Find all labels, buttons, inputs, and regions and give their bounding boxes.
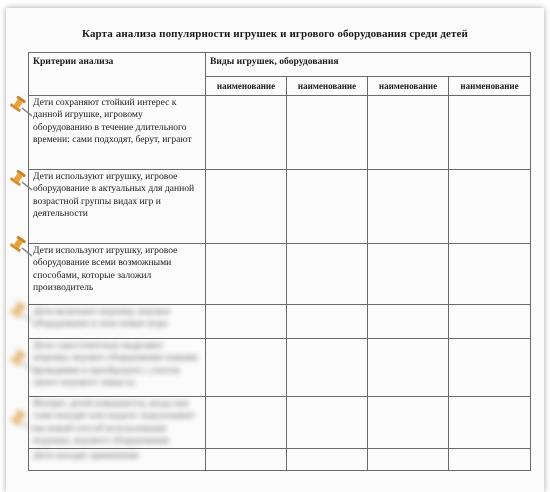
analysis-table: [28, 52, 531, 471]
table-row: [29, 339, 531, 397]
value-cell[interactable]: [206, 170, 287, 244]
value-cell[interactable]: [287, 339, 368, 397]
value-cell[interactable]: [206, 339, 287, 397]
value-cell[interactable]: [368, 244, 449, 305]
criterion-cell: Дети включают игрушку, игровое оборудование в свои новые игры: [29, 305, 206, 339]
value-cell[interactable]: [287, 244, 368, 305]
types-header: Виды игрушек, оборудования: [206, 53, 531, 77]
value-cell[interactable]: [368, 339, 449, 397]
table-row: [29, 96, 531, 170]
criterion-cell: Дети находят применение: [29, 449, 206, 471]
table-row: [29, 244, 531, 305]
value-cell[interactable]: [287, 96, 368, 170]
push-pin-icon: [8, 168, 34, 192]
value-cell[interactable]: [449, 397, 531, 449]
document-title: Карта анализа популярности игрушек и игрового оборудования среди детей: [82, 28, 468, 40]
criteria-header: Критерии анализа: [29, 53, 206, 96]
value-cell[interactable]: [449, 96, 531, 170]
value-cell[interactable]: [287, 397, 368, 449]
value-cell[interactable]: [368, 305, 449, 339]
value-cell[interactable]: [287, 170, 368, 244]
value-cell[interactable]: [206, 449, 287, 471]
push-pin-icon: [8, 94, 34, 118]
name-subheader: наименование: [287, 77, 368, 96]
name-subheader: наименование: [368, 77, 449, 96]
value-cell[interactable]: [206, 305, 287, 339]
value-cell[interactable]: [449, 339, 531, 397]
criterion-cell: Дети используют игрушку, игровое оборудование в актуальных для данной возрастной группы видах игр и деятельности: [29, 170, 206, 244]
value-cell[interactable]: [368, 96, 449, 170]
criterion-cell: Дети самостоятельно выделяют игрушку, игровое оборудование новыми функциями и преобразуют с учетом своего игрового замысла: [29, 339, 206, 397]
name-subheader: наименование: [206, 77, 287, 96]
push-pin-icon: [8, 234, 34, 258]
value-cell[interactable]: [206, 397, 287, 449]
criterion-cell: Дети используют игрушку, игровое оборудование всеми возможными способами, которые заложил производитель: [29, 244, 206, 305]
document-sheet: [6, 8, 544, 492]
criterion-cell: Интерес детей повышается, когда они сами находят или педагог подсказывает им новый способ использования игрушки, игрового оборудования: [29, 397, 206, 449]
value-cell[interactable]: [206, 96, 287, 170]
push-pin-icon: [8, 300, 34, 324]
table-row: [29, 449, 531, 471]
value-cell[interactable]: [287, 449, 368, 471]
value-cell[interactable]: [206, 244, 287, 305]
criterion-cell: Дети сохраняют стойкий интерес к данной игрушке, игровому оборудованию в течение длительного времени: сами подходят, берут, играют: [29, 96, 206, 170]
table-row: [29, 397, 531, 449]
table-row: [29, 170, 531, 244]
push-pin-icon: [8, 408, 34, 432]
value-cell[interactable]: [368, 397, 449, 449]
name-subheader: наименование: [449, 77, 531, 96]
value-cell[interactable]: [449, 449, 531, 471]
value-cell[interactable]: [368, 170, 449, 244]
table-header-row: [29, 53, 531, 77]
table-row: [29, 305, 531, 339]
value-cell[interactable]: [449, 305, 531, 339]
push-pin-icon: [8, 348, 34, 372]
value-cell[interactable]: [287, 305, 368, 339]
value-cell[interactable]: [368, 449, 449, 471]
value-cell[interactable]: [449, 170, 531, 244]
value-cell[interactable]: [449, 244, 531, 305]
